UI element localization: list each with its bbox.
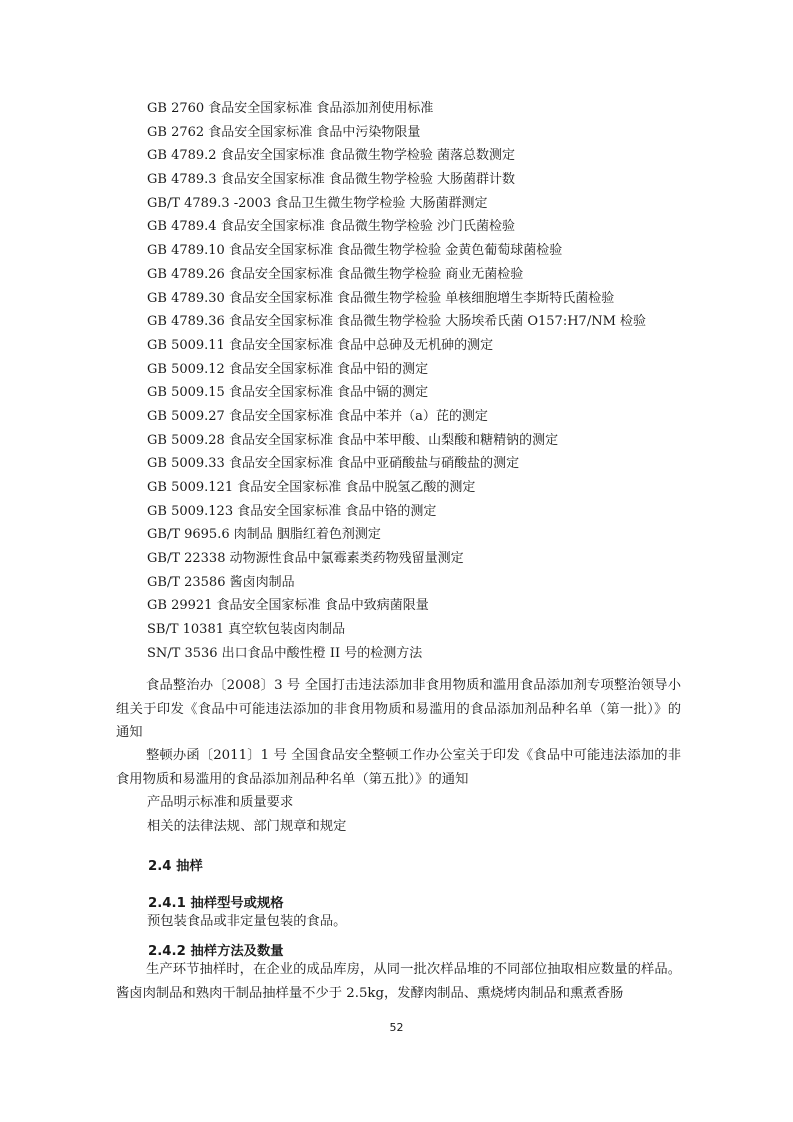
reference-item: GB 4789.30 食品安全国家标准 食品微生物学检验 单核细胞增生李斯特氏菌检验 — [147, 290, 615, 306]
reference-item: GB 5009.12 食品安全国家标准 食品中铅的测定 — [147, 361, 429, 377]
section-heading-2-4: 2.4 抽样 — [148, 859, 203, 874]
section-heading-2-4-1: 2.4.1 抽样型号或规格 — [148, 896, 284, 911]
reference-item: GB 5009.11 食品安全国家标准 食品中总砷及无机砷的测定 — [147, 337, 494, 353]
product-standards-line: 产品明示标准和质量要求 — [147, 795, 294, 810]
reference-item: GB 5009.28 食品安全国家标准 食品中苯甲酸、山梨酸和糖精钠的测定 — [147, 432, 559, 448]
reference-item: GB 4789.26 食品安全国家标准 食品微生物学检验 商业无菌检验 — [147, 266, 524, 282]
reference-item: GB 4789.10 食品安全国家标准 食品微生物学检验 金黄色葡萄球菌检验 — [147, 243, 563, 259]
reference-item: GB 2760 食品安全国家标准 食品添加剂使用标准 — [147, 101, 434, 116]
reference-item: SB/T 10381 真空软包装卤肉制品 — [147, 622, 346, 638]
reference-item: GB 5009.121 食品安全国家标准 食品中脱氢乙酸的测定 — [147, 480, 476, 495]
reference-item: GB 5009.33 食品安全国家标准 食品中亚硝酸盐与硝酸盐的测定 — [147, 456, 520, 472]
reference-item: GB/T 4789.3 -2003 食品卫生微生物学检验 大肠菌群测定 — [147, 195, 488, 211]
laws-regulations-line: 相关的法律法规、部门规章和规定 — [147, 819, 347, 834]
reference-item: GB 4789.3 食品安全国家标准 食品微生物学检验 大肠菌群计数 — [147, 172, 515, 188]
reference-item: GB 4789.2 食品安全国家标准 食品微生物学检验 菌落总数测定 — [147, 148, 515, 164]
section-2-4-1-text: 预包装食品或非定量包装的食品。 — [147, 914, 347, 929]
reference-item: GB 5009.27 食品安全国家标准 食品中苯并（a）芘的测定 — [147, 408, 488, 424]
reference-standards-list — [147, 97, 646, 666]
reference-item: GB 5009.123 食品安全国家标准 食品中铬的测定 — [147, 503, 437, 519]
notice-2011-paragraph: 整顿办函〔2011〕1 号 全国食品安全整顿工作办公室关于印发《食品中可能违法添加的非食用物质和易滥用的食品添加剂品种名单（第五批）》的通知 — [116, 748, 681, 787]
reference-item: GB/T 22338 动物源性食品中氯霉素类药物残留量测定 — [147, 551, 464, 567]
reference-item: GB/T 23586 酱卤肉制品 — [147, 574, 295, 590]
reference-item: GB 2762 食品安全国家标准 食品中污染物限量 — [147, 124, 421, 140]
notice-2008-paragraph: 食品整治办〔2008〕3 号 全国打击违法添加非食用物质和滥用食品添加剂专项整治领导小组关于印发《食品中可能违法添加的非食用物质和易滥用的食品添加剂品种名单（第一批）》的通知 — [116, 678, 681, 740]
reference-item: GB 4789.36 食品安全国家标准 食品微生物学检验 大肠埃希氏菌 O157:H7/NM 检验 — [147, 314, 647, 330]
reference-item: GB 4789.4 食品安全国家标准 食品微生物学检验 沙门氏菌检验 — [147, 219, 515, 235]
reference-item: GB 5009.15 食品安全国家标准 食品中镉的测定 — [147, 385, 429, 401]
page-number: 52 — [389, 1021, 404, 1034]
reference-item: SN/T 3536 出口食品中酸性橙 II 号的检测方法 — [147, 645, 423, 661]
section-heading-2-4-2: 2.4.2 抽样方法及数量 — [148, 944, 284, 959]
reference-item: GB 29921 食品安全国家标准 食品中致病菌限量 — [147, 598, 429, 614]
section-2-4-2-text: 生产环节抽样时，在企业的成品库房，从同一批次样品堆的不同部位抽取相应数量的样品。酱卤肉制品和熟肉干制品抽样量不少于 2.5kg，发酵肉制品、熏烧烤肉制品和熏煮香肠 — [116, 962, 681, 1001]
reference-item: GB/T 9695.6 肉制品 胭脂红着色剂测定 — [147, 527, 381, 543]
